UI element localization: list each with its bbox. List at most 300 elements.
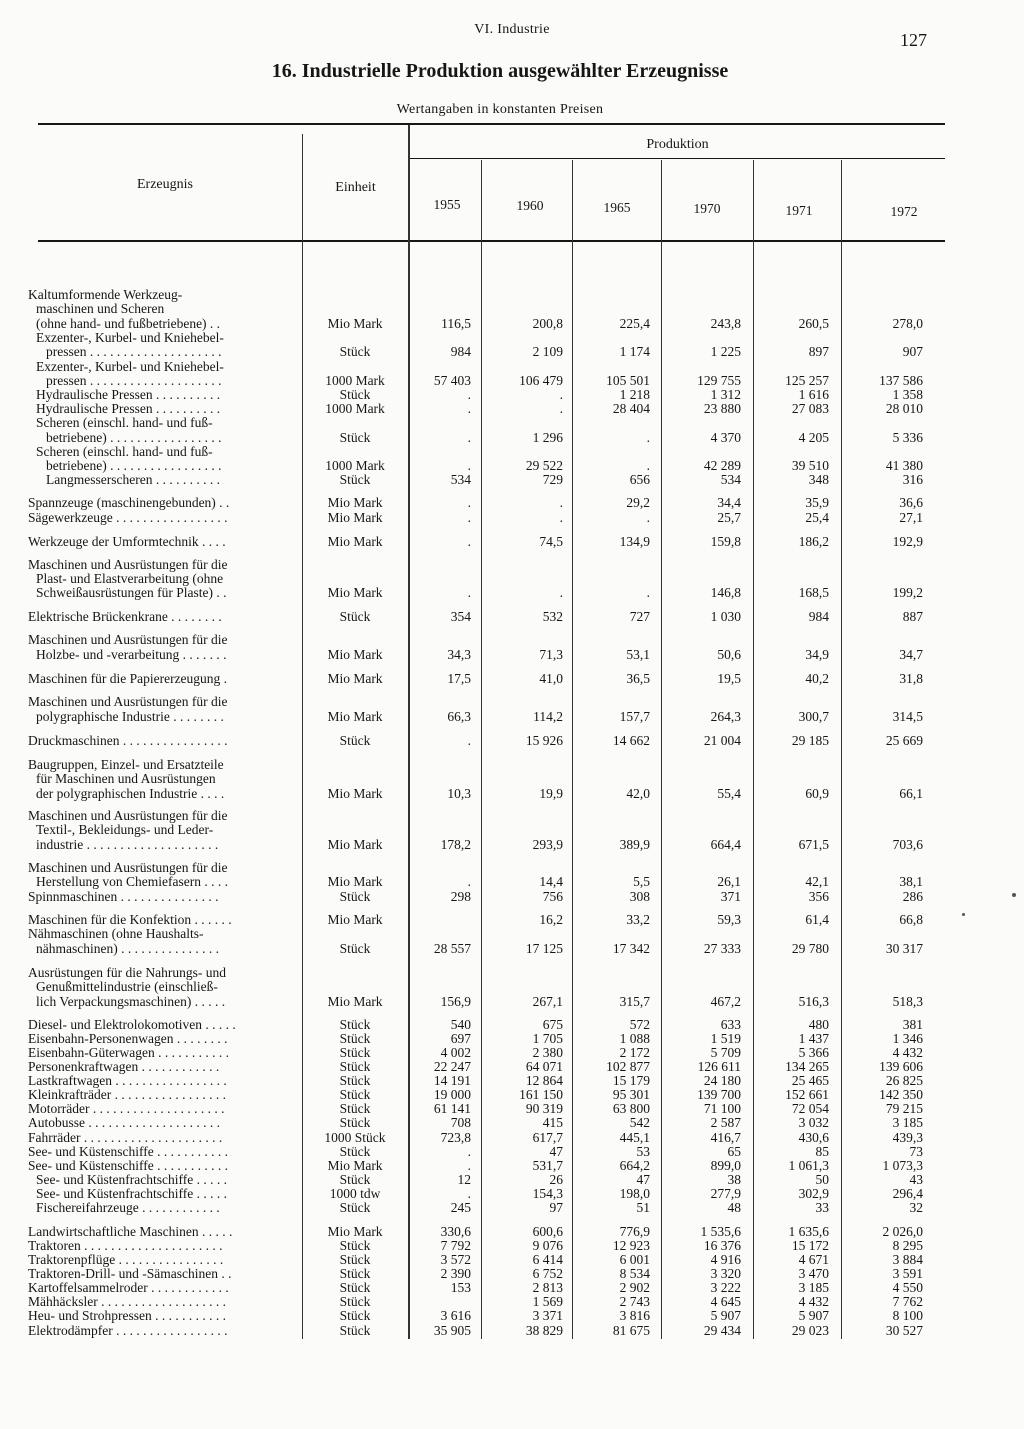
value-cell-1955: 178,2: [440, 837, 471, 852]
table-row: [0, 889, 1024, 904]
unit-cell: Stück: [339, 1017, 371, 1032]
value-cell-1972: 703,6: [892, 837, 923, 852]
table-row: [0, 1323, 1024, 1338]
value-cell-1972: 8 295: [892, 1238, 923, 1253]
value-cell-1972: 43: [909, 1172, 923, 1187]
value-cell-1965: 47: [636, 1172, 650, 1187]
value-cell-1972: 38,1: [899, 874, 923, 889]
value-cell-1972: 30 527: [885, 1323, 923, 1338]
value-cell-1972: 296,4: [892, 1186, 923, 1201]
value-cell-1972: 73: [909, 1144, 923, 1159]
product-name: Kleinkrafträder . . . . . . . . . . . . . . . . .: [28, 1087, 226, 1102]
product-name: Maschinen und Ausrüstungen für die: [28, 860, 228, 875]
product-name: pressen . . . . . . . . . . . . . . . . . . . .: [46, 344, 222, 359]
product-name: Exzenter-, Kurbel- und Kniehebel-: [36, 359, 224, 374]
product-name: Langmesserscheren . . . . . . . . . .: [46, 472, 220, 487]
value-cell-1955: .: [467, 1158, 471, 1173]
product-name: Holzbe- und -verarbeitung . . . . . . .: [36, 647, 227, 662]
value-cell-1955: 156,9: [440, 994, 471, 1009]
value-cell-1972: 286: [902, 889, 923, 904]
table-row: [0, 647, 1024, 662]
product-name: Baugruppen, Einzel- und Ersatzteile: [28, 757, 224, 772]
page-number: 127: [900, 30, 927, 50]
table-row: [0, 401, 1024, 416]
table-row: [0, 1144, 1024, 1159]
product-name: der polygraphischen Industrie . . . .: [36, 786, 225, 801]
table-row: [0, 609, 1024, 624]
table-row: [0, 1172, 1024, 1187]
value-cell-1965: 2 902: [619, 1280, 650, 1295]
value-cell-1971: 42,1: [805, 874, 829, 889]
value-cell-1965: 2 172: [619, 1045, 650, 1060]
value-cell-1955: 28 557: [433, 941, 471, 956]
product-name: Landwirtschaftliche Maschinen . . . . .: [28, 1224, 233, 1239]
product-name: Exzenter-, Kurbel- und Kniehebel-: [36, 330, 224, 345]
value-cell-1971: 897: [808, 344, 829, 359]
value-cell-1955: 7 792: [440, 1238, 471, 1253]
unit-cell: Mio Mark: [327, 534, 383, 549]
unit-cell: Stück: [339, 1101, 371, 1116]
product-name: Maschinen für die Konfektion . . . . . .: [28, 912, 232, 927]
value-cell-1965: .: [646, 430, 650, 445]
value-cell-1965: 542: [629, 1115, 650, 1130]
value-cell-1971: 430,6: [798, 1130, 829, 1145]
value-cell-1960: 2 380: [532, 1045, 563, 1060]
value-cell-1971: 516,3: [798, 994, 829, 1009]
table-row: [0, 373, 1024, 388]
product-name: für Maschinen und Ausrüstungen: [36, 771, 216, 786]
value-cell-1970: 42 289: [703, 458, 741, 473]
product-name: Kartoffelsammelroder . . . . . . . . . . . .: [28, 1280, 229, 1295]
value-cell-1970: 633: [720, 1017, 741, 1032]
product-name: Maschinen und Ausrüstungen für die: [28, 808, 228, 823]
table-subtitle: Wertangaben in konstanten Preisen: [396, 102, 604, 117]
value-cell-1972: 3 185: [892, 1115, 923, 1130]
value-cell-1960: 12 864: [525, 1073, 563, 1088]
table-row: [0, 994, 1024, 1009]
value-cell-1960: 64 071: [525, 1059, 563, 1074]
value-cell-1960: 71,3: [539, 647, 563, 662]
production-rule: [410, 158, 945, 159]
header-year-1960: 1960: [516, 198, 544, 213]
product-name: betriebene) . . . . . . . . . . . . . . . . .: [46, 458, 222, 473]
value-cell-1965: 51: [636, 1200, 650, 1215]
value-cell-1972: 26 825: [885, 1073, 923, 1088]
value-cell-1955: 10,3: [447, 786, 471, 801]
table-row: [0, 837, 1024, 852]
unit-cell: Stück: [339, 1031, 371, 1046]
print-mark: [1012, 893, 1016, 897]
value-cell-1970: 71 100: [703, 1101, 741, 1116]
table-row: [0, 1073, 1024, 1088]
unit-cell: Stück: [339, 1308, 371, 1323]
value-cell-1955: 12: [457, 1172, 471, 1187]
product-name: Motorräder . . . . . . . . . . . . . . . . . . . .: [28, 1101, 225, 1116]
value-cell-1960: .: [559, 510, 563, 525]
value-cell-1972: 4 550: [892, 1280, 923, 1295]
value-cell-1960: 756: [542, 889, 563, 904]
value-cell-1970: 55,4: [717, 786, 741, 801]
value-cell-1972: 25 669: [885, 733, 923, 748]
value-cell-1971: 15 172: [791, 1238, 829, 1253]
value-cell-1970: 19,5: [717, 671, 741, 686]
product-name: pressen . . . . . . . . . . . . . . . . . . . .: [46, 373, 222, 388]
value-cell-1965: 14 662: [612, 733, 650, 748]
value-cell-1955: 245: [450, 1200, 471, 1215]
table-row: [0, 1101, 1024, 1116]
value-cell-1972: 2 026,0: [882, 1224, 923, 1239]
value-cell-1972: 381: [902, 1017, 923, 1032]
value-cell-1965: .: [646, 585, 650, 600]
product-name: Maschinen und Ausrüstungen für die: [28, 694, 228, 709]
product-name: Eisenbahn-Güterwagen . . . . . . . . . . .: [28, 1045, 229, 1060]
value-cell-1955: .: [467, 510, 471, 525]
product-name: Textil-, Bekleidungs- und Leder-: [36, 822, 214, 837]
table-row: [0, 1017, 1024, 1032]
value-cell-1955: 984: [450, 344, 471, 359]
value-cell-1971: 356: [808, 889, 829, 904]
unit-cell: Stück: [339, 1280, 371, 1295]
table-row: [0, 330, 1024, 345]
value-cell-1965: .: [646, 510, 650, 525]
value-cell-1965: 1 218: [619, 387, 650, 402]
table-row: [0, 632, 1024, 647]
table-row: [0, 415, 1024, 430]
unit-cell: Stück: [339, 1045, 371, 1060]
value-cell-1971: 984: [808, 609, 829, 624]
value-cell-1955: .: [467, 387, 471, 402]
value-cell-1972: 66,1: [899, 786, 923, 801]
value-cell-1965: 6 001: [619, 1252, 650, 1267]
value-cell-1970: 34,4: [717, 495, 741, 510]
unit-cell: Stück: [339, 430, 371, 445]
unit-cell: Mio Mark: [327, 709, 383, 724]
value-cell-1972: 28 010: [885, 401, 923, 416]
value-cell-1970: 371: [720, 889, 741, 904]
unit-cell: Stück: [339, 1252, 371, 1267]
value-cell-1960: 41,0: [539, 671, 563, 686]
value-cell-1972: 192,9: [892, 534, 923, 549]
value-cell-1971: 302,9: [798, 1186, 829, 1201]
unit-cell: Mio Mark: [327, 585, 383, 600]
value-cell-1970: 1 312: [710, 387, 741, 402]
value-cell-1965: 664,2: [619, 1158, 650, 1173]
value-cell-1965: 28 404: [612, 401, 650, 416]
value-cell-1965: 42,0: [626, 786, 650, 801]
value-cell-1955: .: [467, 430, 471, 445]
product-name: Elektrodämpfer . . . . . . . . . . . . . . . . .: [28, 1323, 228, 1338]
product-name: Lastkraftwagen . . . . . . . . . . . . . . . . .: [28, 1073, 227, 1088]
table-row: [0, 1238, 1024, 1253]
header-product: Erzeugnis: [137, 177, 193, 192]
value-cell-1960: 154,3: [532, 1186, 563, 1201]
value-cell-1960: 675: [542, 1017, 563, 1032]
value-cell-1955: 22 247: [433, 1059, 471, 1074]
product-name: Fischereifahrzeuge . . . . . . . . . . . .: [36, 1200, 220, 1215]
unit-cell: Stück: [339, 609, 371, 624]
value-cell-1972: 32: [909, 1200, 923, 1215]
value-cell-1971: 4 671: [798, 1252, 829, 1267]
value-cell-1965: 53: [636, 1144, 650, 1159]
value-cell-1972: 8 100: [892, 1308, 923, 1323]
unit-cell: Stück: [339, 1172, 371, 1187]
value-cell-1971: 1 061,3: [788, 1158, 829, 1173]
header-production: Produktion: [646, 137, 709, 152]
value-cell-1960: 532: [542, 609, 563, 624]
value-cell-1960: 17 125: [525, 941, 563, 956]
value-cell-1965: 134,9: [619, 534, 650, 549]
unit-cell: Mio Mark: [327, 1158, 383, 1173]
value-cell-1972: 4 432: [892, 1045, 923, 1060]
product-name: Maschinen und Ausrüstungen für die: [28, 632, 228, 647]
product-name: Spinnmaschinen . . . . . . . . . . . . . . .: [28, 889, 219, 904]
value-cell-1971: 35,9: [805, 495, 829, 510]
value-cell-1971: 25 465: [791, 1073, 829, 1088]
product-name: Scheren (einschl. hand- und fuß-: [36, 444, 213, 459]
value-cell-1960: 14,4: [539, 874, 563, 889]
value-cell-1965: 17 342: [612, 941, 650, 956]
value-cell-1955: 298: [450, 889, 471, 904]
value-cell-1960: .: [559, 585, 563, 600]
unit-cell: Stück: [339, 889, 371, 904]
unit-cell: Stück: [339, 1200, 371, 1215]
table-row: [0, 571, 1024, 586]
value-cell-1970: 159,8: [710, 534, 741, 549]
value-cell-1965: 105 501: [606, 373, 650, 388]
header-year-1970: 1970: [693, 201, 721, 216]
value-cell-1972: 5 336: [892, 430, 923, 445]
value-cell-1965: 63 800: [612, 1101, 650, 1116]
value-cell-1960: 38 829: [525, 1323, 563, 1338]
value-cell-1955: 14 191: [433, 1073, 471, 1088]
value-cell-1955: .: [467, 534, 471, 549]
value-cell-1971: 168,5: [798, 585, 829, 600]
unit-cell: Mio Mark: [327, 786, 383, 801]
table-row: [0, 430, 1024, 445]
product-name: Schweißausrüstungen für Plaste) . .: [36, 585, 227, 600]
table-row: [0, 1087, 1024, 1102]
unit-cell: Stück: [339, 733, 371, 748]
value-cell-1971: 480: [808, 1017, 829, 1032]
table-row: [0, 1280, 1024, 1295]
value-cell-1971: 25,4: [805, 510, 829, 525]
value-cell-1965: 12 923: [612, 1238, 650, 1253]
value-cell-1955: 57 403: [433, 373, 471, 388]
product-name: nähmaschinen) . . . . . . . . . . . . . . .: [36, 941, 219, 956]
value-cell-1955: 19 000: [433, 1087, 471, 1102]
value-cell-1955: .: [467, 585, 471, 600]
product-name: Plast- und Elastverarbeitung (ohne: [36, 571, 224, 586]
product-name: Nähmaschinen (ohne Haushalts-: [28, 926, 204, 941]
table-row: [0, 874, 1024, 889]
table-row: [0, 1158, 1024, 1173]
value-cell-1955: 116,5: [441, 316, 471, 331]
value-cell-1971: 5 366: [798, 1045, 829, 1060]
value-cell-1955: 61 141: [433, 1101, 471, 1116]
value-cell-1971: 4 432: [798, 1294, 829, 1309]
value-cell-1971: 27 083: [791, 401, 829, 416]
value-cell-1965: 36,5: [626, 671, 650, 686]
product-name: Ausrüstungen für die Nahrungs- und: [28, 965, 226, 980]
value-cell-1970: 139 700: [697, 1087, 741, 1102]
table-row: [0, 1308, 1024, 1323]
value-cell-1965: 15 179: [612, 1073, 650, 1088]
value-cell-1955: .: [467, 733, 471, 748]
value-cell-1970: 24 180: [703, 1073, 741, 1088]
value-cell-1972: 3 884: [892, 1252, 923, 1267]
value-cell-1955: 697: [450, 1031, 471, 1046]
value-cell-1970: 126 611: [697, 1059, 741, 1074]
value-cell-1955: 3 616: [440, 1308, 471, 1323]
table-row: [0, 287, 1024, 302]
value-cell-1970: 5 907: [710, 1308, 741, 1323]
value-cell-1960: 531,7: [532, 1158, 563, 1173]
value-cell-1970: 16 376: [703, 1238, 741, 1253]
value-cell-1960: 26: [549, 1172, 563, 1187]
unit-cell: Mio Mark: [327, 994, 383, 1009]
value-cell-1972: 518,3: [892, 994, 923, 1009]
unit-cell: Mio Mark: [327, 874, 383, 889]
value-cell-1972: 30 317: [885, 941, 923, 956]
table-row: [0, 534, 1024, 549]
value-cell-1972: 66,8: [899, 912, 923, 927]
value-cell-1970: 1 519: [710, 1031, 741, 1046]
value-cell-1965: 95 301: [612, 1087, 650, 1102]
value-cell-1955: 4 002: [440, 1045, 471, 1060]
value-cell-1970: 65: [727, 1144, 741, 1159]
value-cell-1970: 1 535,6: [700, 1224, 741, 1239]
value-cell-1972: 316: [902, 472, 923, 487]
value-cell-1955: .: [467, 874, 471, 889]
value-cell-1970: 467,2: [710, 994, 741, 1009]
unit-cell: Stück: [339, 344, 371, 359]
top-rule: [38, 123, 945, 125]
value-cell-1965: 2 743: [619, 1294, 650, 1309]
value-cell-1960: 29 522: [525, 458, 563, 473]
value-cell-1965: 727: [629, 609, 650, 624]
unit-cell: Mio Mark: [327, 647, 383, 662]
value-cell-1971: 125 257: [785, 373, 829, 388]
unit-cell: Stück: [339, 1073, 371, 1088]
value-cell-1955: 17,5: [447, 671, 471, 686]
header-bottom-rule: [38, 240, 945, 242]
value-cell-1960: 1 296: [532, 430, 563, 445]
unit-cell: 1000 Mark: [325, 373, 385, 388]
value-cell-1972: 31,8: [899, 671, 923, 686]
value-cell-1972: 41 380: [885, 458, 923, 473]
value-cell-1971: 3 470: [798, 1266, 829, 1281]
value-cell-1970: 416,7: [710, 1130, 741, 1145]
product-name: Fahrräder . . . . . . . . . . . . . . . . . . . . .: [28, 1130, 223, 1145]
product-name: Diesel- und Elektrolokomotiven . . . . .: [28, 1017, 236, 1032]
value-cell-1960: 600,6: [532, 1224, 563, 1239]
value-cell-1960: 267,1: [532, 994, 563, 1009]
product-name: Traktoren-Drill- und -Sämaschinen . .: [28, 1266, 232, 1281]
value-cell-1960: 200,8: [532, 316, 563, 331]
value-cell-1955: 153: [450, 1280, 471, 1295]
unit-cell: Stück: [339, 1059, 371, 1074]
unit-cell: Mio Mark: [327, 495, 383, 510]
value-cell-1970: 27 333: [703, 941, 741, 956]
table-row: [0, 709, 1024, 724]
table-row: [0, 912, 1024, 927]
value-cell-1972: 142 350: [879, 1087, 923, 1102]
product-name: Maschinen für die Papiererzeugung .: [28, 671, 228, 686]
value-cell-1960: 293,9: [532, 837, 563, 852]
value-cell-1972: 887: [902, 609, 923, 624]
value-cell-1960: 2 813: [532, 1280, 563, 1295]
product-name: (ohne hand- und fußbetriebene) . .: [36, 316, 221, 331]
table-row: [0, 1031, 1024, 1046]
unit-cell: Mio Mark: [327, 316, 383, 331]
unit-cell: Mio Mark: [327, 837, 383, 852]
table-row: [0, 1045, 1024, 1060]
value-cell-1971: 4 205: [798, 430, 829, 445]
value-cell-1971: 3 185: [798, 1280, 829, 1295]
value-cell-1960: 19,9: [539, 786, 563, 801]
value-cell-1965: 198,0: [619, 1186, 650, 1201]
table-row: [0, 926, 1024, 941]
value-cell-1972: 137 586: [879, 373, 923, 388]
value-cell-1970: 146,8: [710, 585, 741, 600]
value-cell-1971: 1 616: [798, 387, 829, 402]
value-cell-1970: 264,3: [710, 709, 741, 724]
value-cell-1960: 161 150: [519, 1087, 563, 1102]
table-row: [0, 822, 1024, 837]
value-cell-1972: 278,0: [892, 316, 923, 331]
product-name: Druckmaschinen . . . . . . . . . . . . . . . .: [28, 733, 228, 748]
value-cell-1960: 90 319: [525, 1101, 563, 1116]
unit-cell: 1000 Mark: [325, 401, 385, 416]
value-cell-1960: 2 109: [532, 344, 563, 359]
value-cell-1970: 4 645: [710, 1294, 741, 1309]
value-cell-1960: 106 479: [519, 373, 563, 388]
value-cell-1971: 60,9: [805, 786, 829, 801]
value-cell-1972: 27,1: [899, 510, 923, 525]
value-cell-1972: 439,3: [892, 1130, 923, 1145]
product-name: Scheren (einschl. hand- und fuß-: [36, 415, 213, 430]
product-name: Hydraulische Pressen . . . . . . . . . .: [36, 387, 221, 402]
value-cell-1970: 21 004: [703, 733, 741, 748]
value-cell-1970: 277,9: [710, 1186, 741, 1201]
table-row: [0, 316, 1024, 331]
value-cell-1955: .: [467, 1144, 471, 1159]
value-cell-1971: 1 635,6: [788, 1224, 829, 1239]
value-cell-1971: 40,2: [805, 671, 829, 686]
unit-cell: 1000 Mark: [325, 458, 385, 473]
value-cell-1971: 260,5: [798, 316, 829, 331]
print-mark: [962, 913, 965, 916]
value-cell-1965: 3 816: [619, 1308, 650, 1323]
value-cell-1971: 671,5: [798, 837, 829, 852]
table-row: [0, 965, 1024, 980]
table-row: [0, 786, 1024, 801]
product-name: See- und Küstenschiffe . . . . . . . . . . .: [28, 1158, 228, 1173]
value-cell-1971: 300,7: [798, 709, 829, 724]
table-row: [0, 941, 1024, 956]
product-name: Sägewerkzeuge . . . . . . . . . . . . . . . . .: [28, 510, 228, 525]
table-row: [0, 694, 1024, 709]
product-name: See- und Küstenschiffe . . . . . . . . . . .: [28, 1144, 228, 1159]
value-cell-1970: 25,7: [717, 510, 741, 525]
table-row: [0, 757, 1024, 772]
table-row: [0, 495, 1024, 510]
product-name: maschinen und Scheren: [36, 301, 165, 316]
value-cell-1965: 81 675: [612, 1323, 650, 1338]
value-cell-1972: 7 762: [892, 1294, 923, 1309]
value-cell-1960: 1 705: [532, 1031, 563, 1046]
value-cell-1970: 26,1: [717, 874, 741, 889]
